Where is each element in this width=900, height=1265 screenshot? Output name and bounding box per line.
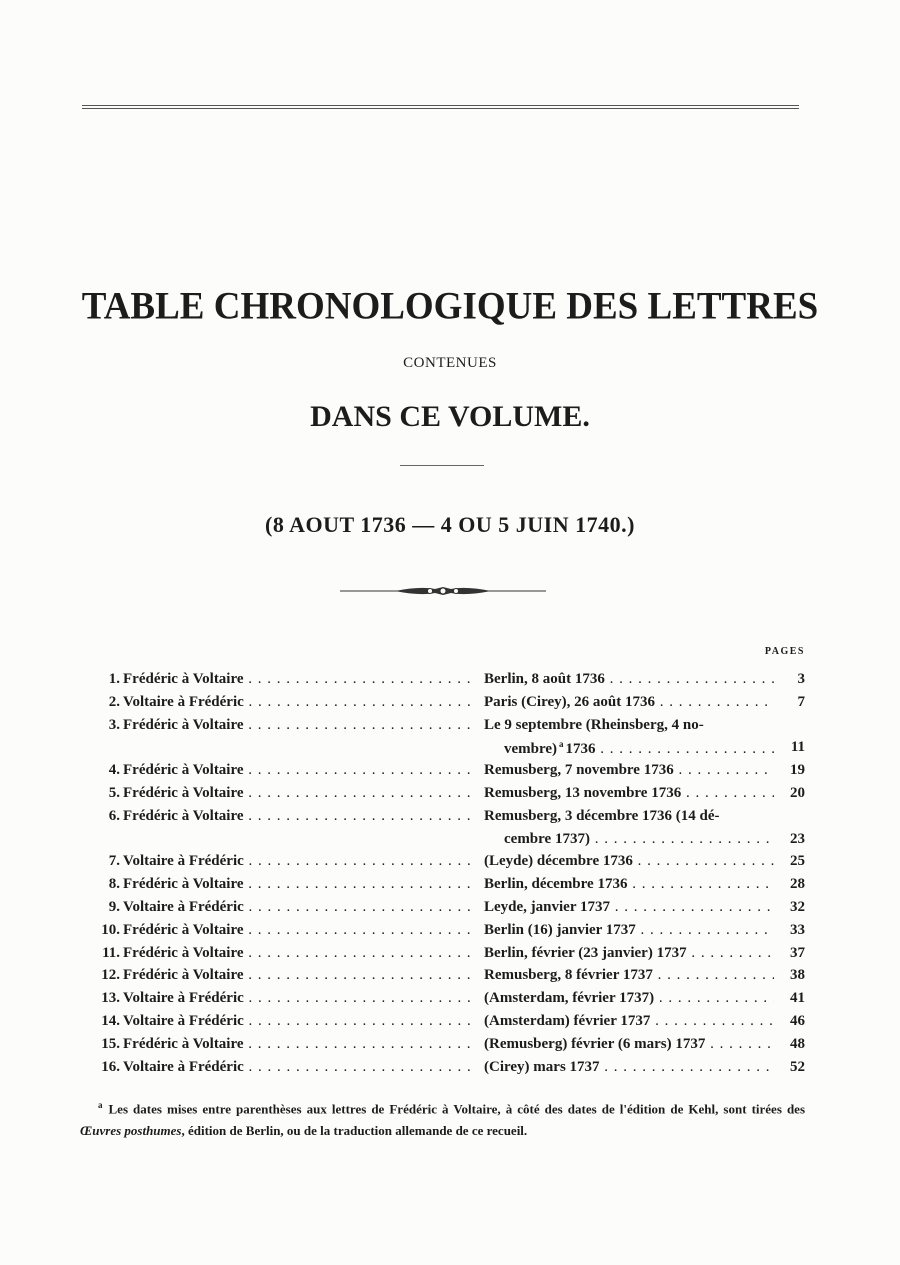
entry-number: 16. [101,1058,120,1075]
footnote-mark: a [559,739,564,750]
toc-row [80,896,805,919]
page-title: TABLE CHRONOLOGIQUE DES LETTRES [81,284,819,329]
toc-row [80,919,805,942]
entry-correspondents: Frédéric à Voltaire . . . [123,808,473,825]
entry-place-date: Remusberg, 7 novembre 1736 . . . [484,762,774,779]
entry-page: 7 [797,693,805,710]
pages-column-header: PAGES [764,646,805,657]
entry-page: 41 [790,990,805,1007]
entry-page: 48 [790,1035,805,1052]
toc-row [80,850,805,873]
entry-number: 4. [108,762,120,779]
page-subtitle: CONTENUES [403,355,497,371]
entry-page: 11 [790,739,805,756]
entry-place-date: Remusberg, 8 février 1737 . . . [484,967,774,984]
entry-place-date: Berlin, décembre 1736 . . . [484,876,774,893]
entry-page: 37 [790,944,805,961]
top-double-rule [82,105,799,109]
toc-row [80,714,805,760]
entry-number: 3. [108,716,120,733]
footnote-text-end: , édition de Berlin, ou de la traduction allemande de ce recueil. [181,1123,528,1139]
entry-page: 19 [790,762,805,779]
toc-row [80,782,805,805]
entry-correspondents: Frédéric à Voltaire . . . [123,762,473,779]
entry-page: 32 [790,898,805,915]
entry-number: 11. [102,944,120,961]
table-of-contents [80,668,805,1078]
footnote-text: Les dates mises entre parenthèses aux lettres de Frédéric à Voltaire, à côté des dates de l'édition de Kehl, sont tirées des [108,1101,805,1117]
date-range: (8 AOUT 1736 — 4 OU 5 JUIN 1740.) [265,512,635,537]
entry-place-date: Berlin, 8 août 1736 . . . [484,671,774,688]
toc-row [80,1033,805,1056]
entry-correspondents: Frédéric à Voltaire . . . [123,945,473,962]
toc-row [80,691,805,714]
entry-correspondents: Frédéric à Voltaire . . . [123,922,473,939]
entry-place-date: (Leyde) décembre 1736 . . . [484,853,774,870]
entry-number: 2. [108,693,120,710]
entry-correspondents: Voltaire à Frédéric . . . [123,899,473,916]
entry-place-date: Remusberg, 13 novembre 1736 . . . [484,785,774,802]
ornament-divider-icon [340,583,546,599]
entry-number: 13. [101,990,120,1007]
entry-correspondents: Frédéric à Voltaire . . . [123,717,473,734]
toc-row [80,1056,805,1079]
toc-row [80,1010,805,1033]
toc-row [80,759,805,782]
toc-row [80,805,805,851]
entry-number: 12. [101,967,120,984]
entry-number: 5. [108,784,120,801]
entry-correspondents: Frédéric à Voltaire . . . [123,876,473,893]
entry-page: 3 [797,671,805,687]
footnote [80,1094,805,1142]
entry-page: 52 [790,1058,805,1075]
entry-number: 10. [101,921,120,938]
entry-number: 9. [108,898,120,915]
toc-row [80,964,805,987]
toc-row [80,987,805,1010]
short-divider [400,465,484,466]
entry-place-date-continued: cembre 1737) . . . [484,831,774,848]
entry-correspondents: Frédéric à Voltaire . . . [123,967,473,984]
entry-correspondents: Voltaire à Frédéric . . . [123,1013,473,1030]
entry-number: 15. [101,1035,120,1052]
entry-number: 1. [108,671,120,687]
footnote-mark: a [98,1100,103,1110]
entry-page: 23 [790,830,805,847]
entry-page: 33 [790,921,805,938]
toc-row [80,668,805,691]
entry-place-date: (Remusberg) février (6 mars) 1737 . . . [484,1036,774,1053]
entry-page: 25 [790,853,805,870]
entry-correspondents: Frédéric à Voltaire . . . [123,1036,473,1053]
entry-place-date: Paris (Cirey), 26 août 1736 . . . [484,694,774,711]
entry-place-date: Berlin, février (23 janvier) 1737 . . . [484,945,774,962]
entry-correspondents: Voltaire à Frédéric . . . [123,694,473,711]
toc-row [80,942,805,965]
entry-number: 7. [108,853,120,870]
entry-correspondents: Frédéric à Voltaire . . . [123,785,473,802]
entry-place-date: (Amsterdam) février 1737 . . . [484,1013,774,1030]
entry-page: 38 [790,967,805,984]
footnote-italic-title: Œuvres posthumes [80,1123,182,1139]
entry-correspondents: Frédéric à Voltaire . . . [123,671,473,688]
entry-place-date: Remusberg, 3 décembre 1736 (14 dé- [484,807,720,824]
entry-correspondents: Voltaire à Frédéric . . . [123,853,473,870]
entry-number: 14. [101,1012,120,1029]
entry-place-date: Berlin (16) janvier 1737 . . . [484,922,774,939]
entry-place-date: (Cirey) mars 1737 . . . [484,1059,774,1076]
entry-place-date-continued: vembre) $^a$ 1736 . . . [484,739,774,758]
entry-correspondents: Voltaire à Frédéric . . . [123,990,473,1007]
entry-place-date: (Amsterdam, février 1737) . . . [484,990,774,1007]
entry-page: 20 [790,784,805,801]
entry-page: 28 [790,876,805,893]
entry-place-date: Le 9 septembre (Rheinsberg, 4 no- [484,716,704,733]
page-title-second-line: DANS CE VOLUME. [310,400,590,433]
entry-page: 46 [790,1012,805,1029]
entry-number: 6. [108,807,120,824]
toc-row [80,873,805,896]
entry-place-date: Leyde, janvier 1737 . . . [484,899,774,916]
entry-correspondents: Voltaire à Frédéric . . . [123,1059,473,1076]
entry-number: 8. [108,876,120,893]
